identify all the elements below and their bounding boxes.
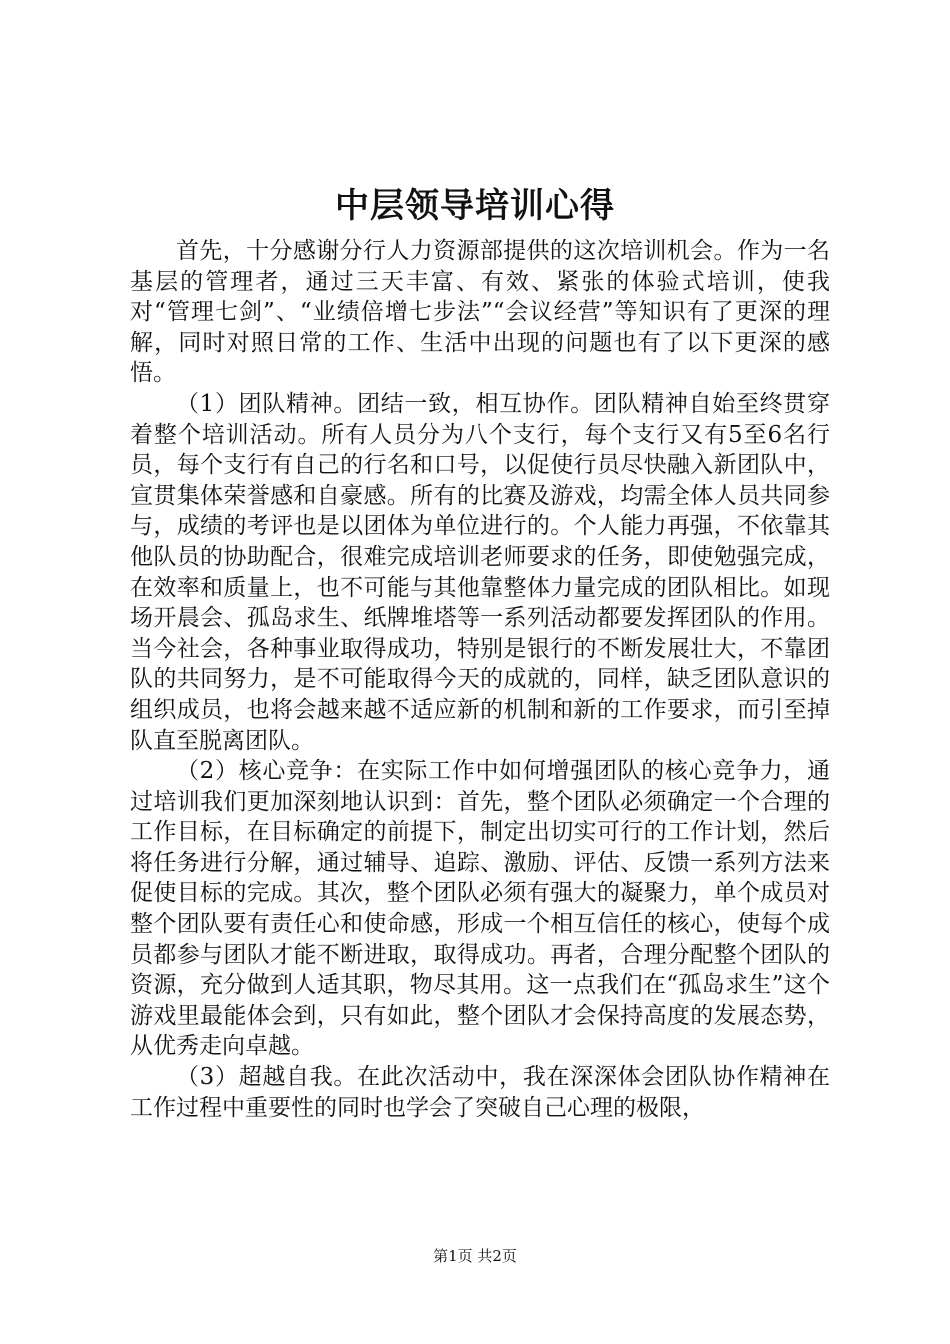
page-footer: 第1页 共2页 <box>433 1247 517 1265</box>
document-title: 中层领导培训心得 <box>335 186 615 226</box>
paragraph: 首先，十分感谢分行人力资源部提供的这次培训机会。作为一名基层的管理者，通过三天丰富、有效、紧张的体验式培训，使我对“管理七剑”、“业绩倍增七步法”“会议经营”等知识有了更深的理解，同时对照日常的工作、生活中出现的问题也有了以下更深的感悟。 <box>130 238 830 387</box>
paragraph: （2）核心竞争：在实际工作中如何增强团队的核心竞争力，通过培训我们更加深刻地认识到：首先，整个团队必须确定一个合理的工作目标，在目标确定的前提下，制定出切实可行的工作计划，然后将任务进行分解，通过辅导、追踪、激励、评估、反馈一系列方法来促使目标的完成。其次，整个团队必须有强大的凝聚力，单个成员对整个团队要有责任心和使命感，形成一个相互信任的核心，使每个成员都参与团队才能不断进取，取得成功。再者，合理分配整个团队的资源，充分做到人适其职，物尽其用。这一点我们在“孤岛求生”这个游戏里最能体会到，只有如此，整个团队才会保持高度的发展态势，从优秀走向卓越。 <box>130 758 830 1060</box>
paragraph: （1）团队精神。团结一致，相互协作。团队精神自始至终贯穿着整个培训活动。所有人员分为八个支行，每个支行又有5至6名行员，每个支行有自己的行名和口号，以促使行员尽快融入新团队中，宣贯集体荣誉感和自豪感。所有的比赛及游戏，均需全体人员共同参与，成绩的考评也是以团体为单位进行的。个人能力再强，不依靠其他队员的协助配合，很难完成培训老师要求的任务，即使勉强完成，在效率和质量上，也不可能与其他靠整体力量完成的团队相比。如现场开晨会、孤岛求生、纸牌堆塔等一系列活动都要发挥团队的作用。当今社会，各种事业取得成功，特别是银行的不断发展壮大，不靠团队的共同努力，是不可能取得今天的成就的，同样，缺乏团队意识的组织成员，也将会越来越不适应新的机制和新的工作要求，而引至掉队直至脱离团队。 <box>130 390 830 754</box>
paragraph: （3）超越自我。在此次活动中，我在深深体会团队协作精神在工作过程中重要性的同时也学会了突破自己心理的极限， <box>130 1064 830 1121</box>
document-body <box>130 236 830 1123</box>
